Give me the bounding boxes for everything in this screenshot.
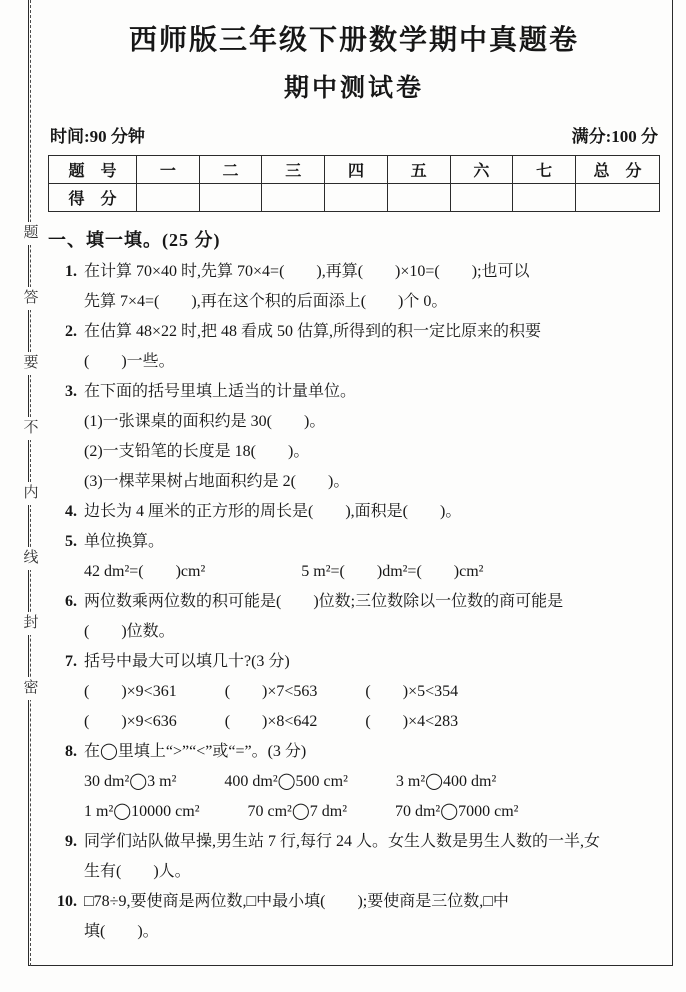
question-line: 填( )。 bbox=[84, 923, 159, 940]
seal-char: 要 bbox=[22, 352, 39, 375]
seal-char: 封 bbox=[22, 612, 39, 635]
question-body bbox=[84, 587, 660, 647]
question-number: 7. bbox=[65, 653, 77, 670]
score-column-header: 六 bbox=[450, 156, 513, 184]
question-line: 单位换算。 bbox=[84, 533, 165, 550]
question-item bbox=[48, 587, 660, 647]
question-body bbox=[84, 317, 660, 377]
question-list bbox=[48, 257, 660, 947]
question-item bbox=[48, 497, 660, 527]
seal-strip bbox=[20, 0, 42, 966]
question-line: 在下面的括号里填上适当的计量单位。 bbox=[84, 383, 357, 400]
score-table-header-row bbox=[49, 156, 660, 184]
question-number: 10. bbox=[57, 893, 77, 910]
question-number: 9. bbox=[65, 833, 77, 850]
question-item bbox=[48, 257, 660, 317]
question-body bbox=[84, 827, 660, 887]
total-score-header: 总 分 bbox=[576, 156, 660, 184]
question-number-label: 题 号 bbox=[49, 156, 137, 184]
score-cell bbox=[450, 184, 513, 212]
question-line: (3)一棵苹果树占地面积约是 2( )。 bbox=[84, 473, 350, 490]
question-line: ( )×9<361 ( )×7<563 ( )×5<354 bbox=[84, 683, 459, 700]
question-line: ( )一些。 bbox=[84, 353, 175, 370]
time-limit-label: 时间:90 分钟 bbox=[50, 127, 145, 146]
score-cell bbox=[199, 184, 262, 212]
question-body bbox=[84, 257, 660, 317]
question-line: 生有( )人。 bbox=[84, 863, 191, 880]
question-item bbox=[48, 317, 660, 377]
question-body bbox=[84, 737, 660, 827]
seal-text-column bbox=[20, 222, 42, 700]
question-line: ( )位数。 bbox=[84, 623, 175, 640]
question-line: □78÷9,要使商是两位数,□中最小填( );要使商是三位数,□中 bbox=[84, 893, 509, 910]
question-body bbox=[84, 647, 660, 737]
question-number: 5. bbox=[65, 533, 77, 550]
question-body bbox=[84, 497, 660, 527]
question-item bbox=[48, 647, 660, 737]
seal-char: 内 bbox=[22, 482, 39, 505]
question-item bbox=[48, 527, 660, 587]
exam-subtitle: 期中测试卷 bbox=[283, 75, 424, 102]
question-line: 在估算 48×22 时,把 48 看成 50 估算,所得到的积一定比原来的积要 bbox=[84, 323, 542, 340]
score-cell bbox=[513, 184, 576, 212]
score-cell bbox=[262, 184, 325, 212]
score-column-header: 四 bbox=[325, 156, 388, 184]
question-line: 两位数乘两位数的积可能是( )位数;三位数除以一位数的商可能是 bbox=[84, 593, 564, 610]
question-line: 同学们站队做早操,男生站 7 行,每行 24 人。女生人数是男生人数的一半,女 bbox=[84, 833, 601, 850]
question-body bbox=[84, 527, 660, 587]
score-cell bbox=[325, 184, 388, 212]
section-one-heading: 一、填一填。(25 分) bbox=[48, 230, 221, 250]
question-line: 42 dm²=( )cm² 5 m²=( )dm²=( )cm² bbox=[84, 563, 484, 580]
score-cell bbox=[137, 184, 200, 212]
score-column-header: 二 bbox=[199, 156, 262, 184]
score-cell bbox=[576, 184, 660, 212]
score-column-header: 七 bbox=[513, 156, 576, 184]
score-cell bbox=[387, 184, 450, 212]
score-table bbox=[48, 155, 660, 212]
seal-char: 不 bbox=[22, 417, 39, 440]
score-table-score-row bbox=[49, 184, 660, 212]
question-line: 在◯里填上“>”“<”或“=”。(3 分) bbox=[84, 743, 307, 760]
question-item bbox=[48, 827, 660, 887]
exam-title: 西师版三年级下册数学期中真题卷 bbox=[128, 25, 579, 56]
question-number: 1. bbox=[65, 263, 77, 280]
score-row-label: 得 分 bbox=[49, 184, 137, 212]
question-line: 先算 7×4=( ),再在这个积的后面添上( )个 0。 bbox=[84, 293, 448, 310]
score-column-header: 五 bbox=[387, 156, 450, 184]
question-body bbox=[84, 887, 660, 947]
question-item bbox=[48, 377, 660, 497]
question-line: (2)一支铅笔的长度是 18( )。 bbox=[84, 443, 310, 460]
question-item bbox=[48, 887, 660, 947]
seal-char: 题 bbox=[22, 222, 39, 245]
seal-char: 密 bbox=[22, 677, 39, 700]
question-line: 1 m²◯10000 cm² 70 cm²◯7 dm² 70 dm²◯7000 cm² bbox=[84, 803, 519, 820]
question-line: (1)一张课桌的面积约是 30( )。 bbox=[84, 413, 326, 430]
question-line: ( )×9<636 ( )×8<642 ( )×4<283 bbox=[84, 713, 459, 730]
question-line: 括号中最大可以填几十?(3 分) bbox=[84, 653, 290, 670]
question-number: 8. bbox=[65, 743, 77, 760]
seal-char: 线 bbox=[22, 547, 39, 570]
exam-content bbox=[48, 0, 660, 947]
question-item bbox=[48, 737, 660, 827]
question-line: 30 dm²◯3 m² 400 dm²◯500 cm² 3 m²◯400 dm² bbox=[84, 773, 497, 790]
seal-char: 答 bbox=[22, 287, 39, 310]
question-number: 4. bbox=[65, 503, 77, 520]
question-number: 2. bbox=[65, 323, 77, 340]
score-column-header: 三 bbox=[262, 156, 325, 184]
score-column-header: 一 bbox=[137, 156, 200, 184]
question-line: 在计算 70×40 时,先算 70×4=( ),再算( )×10=( );也可以 bbox=[84, 263, 530, 280]
question-number: 6. bbox=[65, 593, 77, 610]
question-line: 边长为 4 厘米的正方形的周长是( ),面积是( )。 bbox=[84, 503, 462, 520]
exam-info-row bbox=[48, 122, 660, 147]
question-number: 3. bbox=[65, 383, 77, 400]
question-body bbox=[84, 377, 660, 497]
full-score-label: 满分:100 分 bbox=[571, 127, 658, 146]
